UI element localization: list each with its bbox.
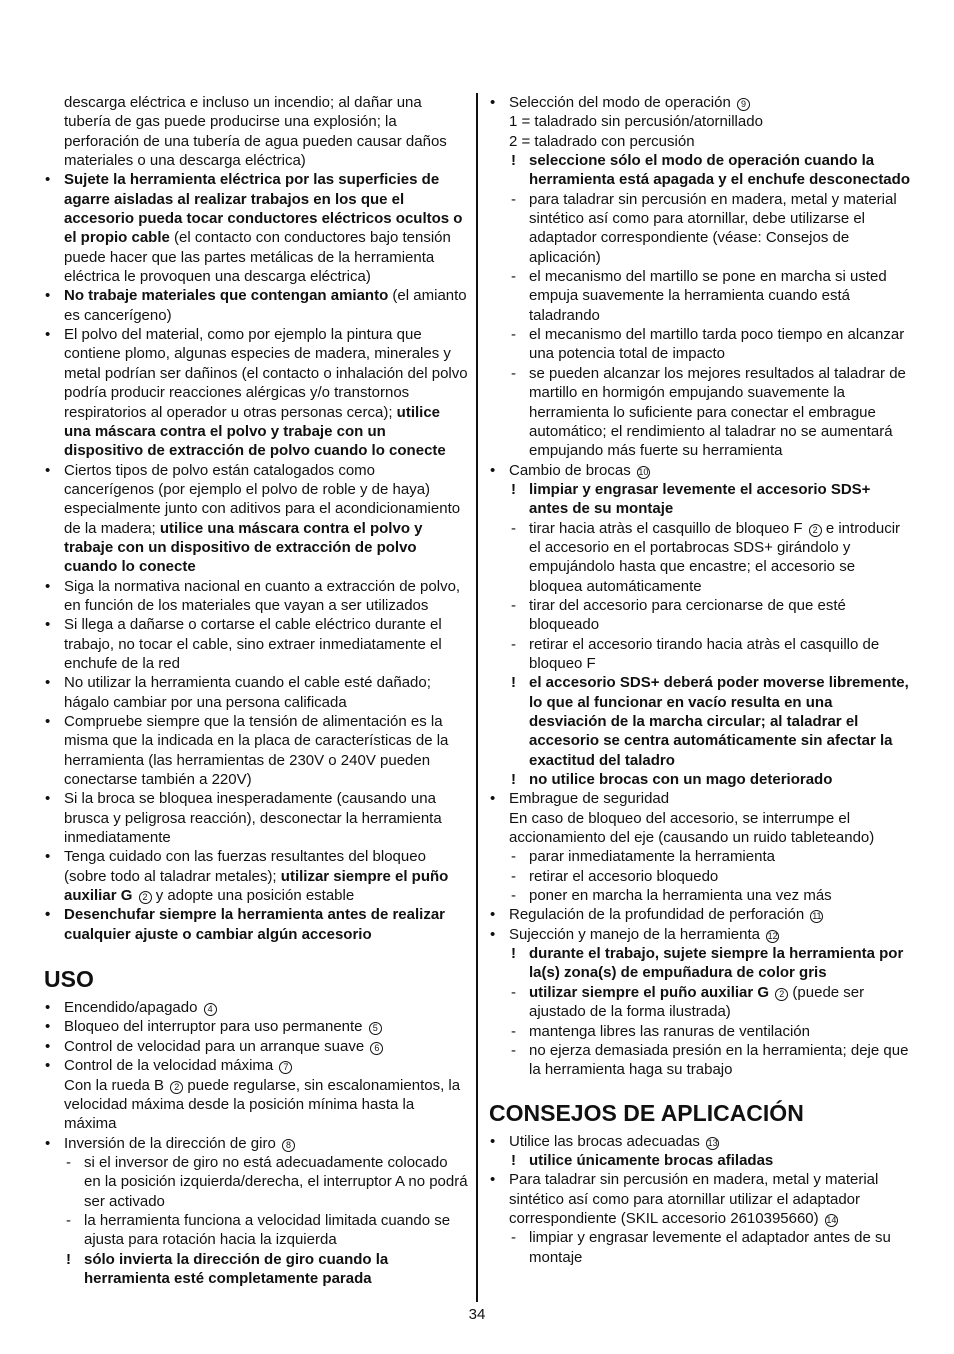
- text: 1 = taladrado sin percusión/atornillado: [509, 113, 763, 131]
- dash-item: [489, 325, 911, 364]
- bold-text: no utilice brocas con un mago deteriorado: [529, 771, 833, 789]
- bold-text: utilice una máscara contra el polvo y trabaje con un dispositivo de extracción de polvo cuando lo conecte: [64, 403, 446, 460]
- figure-ref-number: 2: [170, 1081, 183, 1094]
- bullet-item: [44, 905, 468, 944]
- figure-ref-number: 8: [282, 1139, 295, 1152]
- bullet-item: [44, 170, 468, 286]
- text: parar inmediatamente la herramienta: [529, 848, 775, 866]
- figure-ref-number: 12: [767, 930, 778, 941]
- dash-item: [489, 1228, 911, 1267]
- bullet-item: [44, 577, 468, 616]
- bullet-item: [44, 789, 468, 847]
- bullet-item: [489, 1170, 911, 1228]
- text: 2 = taladrado con percusión: [509, 132, 695, 150]
- dash-item: [489, 867, 911, 886]
- text: poner en marcha la herramienta una vez más: [529, 887, 832, 905]
- text: retirar el accesorio tirando hacia atràs el casquillo de bloqueo F: [529, 635, 880, 672]
- paragraph: [489, 809, 911, 848]
- bullet-item: [44, 1056, 468, 1075]
- text: Compruebe siempre que la tensión de alimentación es la misma que la indicada en la placa de características de la herramienta (las herramientas de 230V o 240V pueden conectarse también a 220V): [64, 713, 449, 789]
- text: mantenga libres las ranuras de ventilación: [529, 1022, 810, 1040]
- bold-text: utilizar siempre el puño auxiliar G: [64, 867, 449, 905]
- bullet-item: [44, 847, 468, 905]
- text: Tenga cuidado con las fuerzas resultantes del bloqueo (sobre todo al taladrar metales);: [64, 848, 426, 885]
- text: y adopte una posición estable: [151, 887, 355, 905]
- bullet-item: [44, 712, 468, 789]
- text: (el amianto es cancerígeno): [64, 287, 467, 324]
- text: Cambio de brocas: [509, 461, 631, 479]
- warning-item: [489, 944, 911, 983]
- paragraph: [44, 1076, 468, 1134]
- bullet-item: [489, 789, 911, 808]
- dash-item: [489, 1022, 911, 1041]
- right-column: [489, 93, 911, 1267]
- dash-item: [489, 847, 911, 866]
- left-column: [44, 93, 468, 1288]
- figure-ref-number: 7: [279, 1061, 292, 1074]
- text: descarga eléctrica e incluso un incendio; al dañar una tubería de gas puede producirse una explosión; la perforación de una tubería de agua pueden causar daños materiales o una descarga eléctrica): [64, 94, 447, 170]
- text: Encendido/apagado: [64, 999, 198, 1017]
- bold-text: Sujete la herramienta eléctrica por las superficies de agarre aisladas al realizar trabajos en los que el accesorio pueda tocar conductores eléctricos ocultos o el propio cable: [64, 171, 463, 247]
- bold-text: utilice únicamente brocas afiladas: [529, 1151, 774, 1169]
- bold-text: utilizar siempre el puño auxiliar G: [529, 983, 770, 1001]
- text: Selección del modo de operación: [509, 94, 731, 111]
- text: no ejerza demasiada presión en la herramienta; deje que la herramienta haga su trabajo: [529, 1041, 909, 1079]
- figure-ref-number: 10: [638, 466, 649, 477]
- dash-item: [44, 1211, 468, 1250]
- section-heading-consejos: CONSEJOS DE APLICACIÓN: [489, 1099, 804, 1126]
- paragraph: [44, 93, 468, 170]
- text: el mecanismo del martillo tarda poco tiempo en alcanzar una potencia total de impacto: [529, 326, 905, 363]
- figure-ref-number: 6: [370, 1042, 383, 1055]
- bold-text: limpiar y engrasar levemente el accesorio SDS+ antes de su montaje: [529, 480, 871, 518]
- figure-ref-number: 2: [139, 891, 152, 904]
- text: Para taladrar sin percusión en madera, metal y material sintético así como para atornillar utilizar el adaptador correspondiente (SKIL accesorio 2610395660): [509, 1171, 879, 1227]
- bold-text: el accesorio SDS+ deberá poder moverse libremente, lo que al funcionar en vacío resulta en una desviación de la marcha circular; al taladrar el accesorio se centra automáticamente sin afectar la exactitud del taladro: [529, 674, 909, 769]
- text: la herramienta funciona a velocidad limitada cuando se ajusta para rotación hacia la izquierda: [84, 1211, 451, 1249]
- bullet-item: [44, 461, 468, 577]
- bold-text: utilice una máscara contra el polvo y trabaje con un dispositivo de extracción de polvo cuando lo conecte: [64, 519, 423, 576]
- dash-item: [44, 1153, 468, 1211]
- bold-text: No trabaje materiales que contengan amianto: [64, 287, 389, 305]
- figure-ref-number: 2: [809, 524, 822, 537]
- figure-ref-number: 2: [775, 988, 788, 1001]
- text: se pueden alcanzar los mejores resultados al taladrar de martillo en hormigón empujando suavemente la herramienta lo suficiente para conectar el embrague automático; el rendimiento al taladrar no se aumentará empujando más fuerte su herramienta: [529, 364, 906, 460]
- text: para taladrar sin percusión en madera, metal y material sintético así como para atornillar, debe utilizarse el adaptador correspondiente (véase: Consejos de aplicación): [529, 190, 897, 266]
- bullet-item: [44, 1017, 468, 1036]
- paragraph: [489, 132, 911, 151]
- text: Sujección y manejo de la herramienta: [509, 925, 760, 943]
- bold-text: seleccione sólo el modo de operación cuando la herramienta está apagada y el enchufe desconectado: [529, 152, 910, 189]
- text: Ciertos tipos de polvo están catalogados como cancerígenos (por ejemplo el polvo de roble y de haya) especialmente junto con aditivos para el acondicionamiento de la madera;: [64, 461, 461, 537]
- warning-item: [489, 770, 911, 789]
- text: En caso de bloqueo del accesorio, se interrumpe el accionamiento del eje (causando un ruido tableteando): [509, 809, 875, 847]
- figure-ref-number: 14: [826, 1214, 837, 1225]
- text: si el inversor de giro no está adecuadamente colocado en la posición izquierda/derecha, el interruptor A no podrá ser activado: [84, 1153, 468, 1210]
- bullet-item: [489, 93, 911, 112]
- bullet-item: [489, 461, 911, 480]
- warning-item: [489, 480, 911, 519]
- figure-ref-number: 9: [737, 98, 750, 111]
- text: puede regularse, sin escalonamientos, la velocidad máxima desde la posición mínima hasta la máxima: [64, 1076, 461, 1133]
- dash-item: [489, 519, 911, 596]
- text: Control de velocidad para un arranque suave: [64, 1037, 365, 1055]
- text: Utilice las brocas adecuadas: [509, 1132, 700, 1150]
- dash-item: [489, 1041, 911, 1080]
- text: Inversión de la dirección de giro: [64, 1134, 276, 1152]
- bullet-item: [44, 286, 468, 325]
- dash-item: [489, 635, 911, 674]
- bullet-item: [489, 1132, 911, 1151]
- text: tirar hacia atràs el casquillo de bloqueo F: [529, 519, 803, 537]
- text: Bloqueo del interruptor para uso permanente: [64, 1018, 363, 1036]
- dash-item: [489, 364, 911, 461]
- text: (el contacto con conductores bajo tensión puede hacer que las partes metálicas de la herramienta eléctrica le provoquen una descarga eléctrica): [64, 229, 451, 286]
- column-divider: [476, 93, 478, 1302]
- dash-item: [489, 596, 911, 635]
- figure-ref-number: 4: [204, 1003, 217, 1016]
- section-heading-uso: USO: [44, 966, 94, 993]
- text: e introducir el accesorio en el portabrocas SDS+ girándolo y empujándolo hasta que encastre; el accesorio se bloquea automáticamente: [529, 519, 901, 595]
- paragraph: [489, 112, 911, 131]
- dash-item: [489, 886, 911, 905]
- text: (puede ser ajustado de la forma ilustrada): [529, 983, 865, 1021]
- text: limpiar y engrasar levemente el adaptador antes de su montaje: [529, 1229, 891, 1266]
- dash-item: [489, 983, 911, 1022]
- text: Regulación de la profundidad de perforación: [509, 906, 805, 924]
- text: retirar el accesorio bloquedo: [529, 867, 719, 885]
- text: Embrague de seguridad: [509, 790, 670, 808]
- text: Si llega a dañarse o cortarse el cable eléctrico durante el trabajo, no tocar el cable, sino extraer inmediatamente el enchufe de la red: [64, 616, 442, 672]
- bold-text: Desenchufar siempre la herramienta antes de realizar cualquier ajuste o cambiar algún accesorio: [64, 906, 446, 943]
- dash-item: [489, 190, 911, 267]
- warning-item: [489, 1151, 911, 1170]
- text: Siga la normativa nacional en cuanto a extracción de polvo, en función de los materiales que vayan a ser utilizados: [64, 577, 461, 614]
- figure-ref-number: 13: [707, 1137, 718, 1148]
- text: El polvo del material, como por ejemplo la pintura que contiene plomo, algunas especies de madera, minerales y metal podrían ser dañinos (el contacto o inhalación del polvo podría producir reacciones alérgicas y/o transtornos respiratorios al operador u otras personas cerca);: [64, 326, 468, 421]
- warning-item: [489, 673, 911, 770]
- dash-item: [489, 267, 911, 325]
- warning-item: [489, 151, 911, 190]
- bullet-item: [489, 905, 911, 924]
- bullet-item: [44, 615, 468, 673]
- bold-text: sólo invierta la dirección de giro cuando la herramienta esté completamente parada: [84, 1250, 389, 1287]
- text: Con la rueda B: [64, 1076, 165, 1094]
- figure-ref-number: 11: [812, 911, 822, 922]
- text: Si la broca se bloquea inesperadamente (causando una brusca y peligrosa reacción), desconectar la herramienta inmediatamente: [64, 790, 442, 847]
- bullet-item: [44, 1037, 468, 1056]
- bullet-item: [489, 925, 911, 944]
- text: tirar del accesorio para cercionarse de que esté bloqueado: [529, 596, 846, 634]
- bullet-item: [44, 998, 468, 1017]
- warning-item: [44, 1250, 468, 1289]
- bullet-item: [44, 673, 468, 712]
- page-number: 34: [468, 1306, 486, 1323]
- text: Control de la velocidad máxima: [64, 1057, 274, 1075]
- text: No utilizar la herramienta cuando el cable esté dañado; hágalo cambiar por una persona calificada: [64, 674, 431, 711]
- bullet-item: [44, 325, 468, 460]
- bullet-item: [44, 1134, 468, 1153]
- text: el mecanismo del martillo se pone en marcha si usted empuja suavemente la herramienta cuando está taladrando: [529, 268, 887, 324]
- figure-ref-number: 5: [369, 1022, 382, 1035]
- bold-text: durante el trabajo, sujete siempre la herramienta por la(s) zona(s) de empuñadura de color gris: [529, 945, 904, 982]
